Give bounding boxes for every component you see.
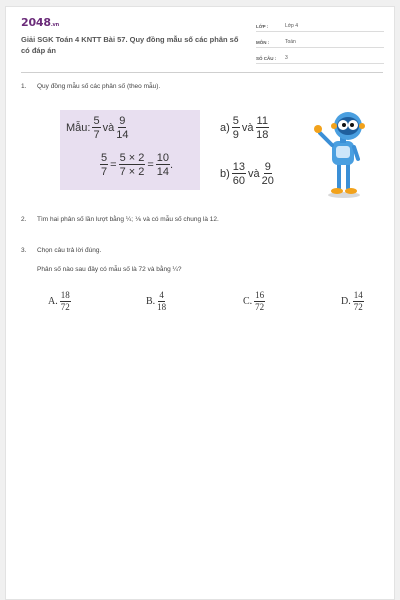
fraction: $\frac{14}{72}$ (353, 290, 363, 312)
meta-subject-row (256, 33, 384, 48)
question-3-subtext: Phân số nào sau đây có mẫu số là 72 và bằng ¼? (37, 266, 182, 273)
meta-label: SỐ CÂU : (256, 56, 277, 61)
choice-b[interactable] (146, 291, 166, 313)
part-a (218, 115, 269, 141)
meta-count-row (256, 49, 384, 64)
part-label: a) (220, 122, 230, 135)
example-line-1 (64, 115, 128, 141)
fraction: $\frac{10}{14}$ (156, 152, 170, 179)
fraction: $\frac{5 \times 2}{7 \times 2}$ (119, 152, 145, 179)
meta-class-row (256, 17, 384, 32)
part-label: b) (220, 168, 230, 181)
meta-panel (256, 17, 384, 65)
equals-sign: = (110, 159, 117, 172)
equals-sign: = (147, 159, 154, 172)
question-text: Chọn câu trả lời đúng. (37, 247, 102, 254)
worksheet-page (5, 6, 395, 600)
fraction: $\frac{16}{72}$ (255, 290, 265, 312)
example-line-2 (100, 152, 173, 178)
and-word: và (102, 122, 115, 135)
example-label: Mẫu: (66, 122, 91, 135)
meta-value: Lớp 4 (285, 23, 299, 29)
choice-letter: D. (341, 296, 351, 308)
site-logo[interactable]: 2048.vn (21, 16, 59, 29)
fraction: $\frac{5}{7}$ (101, 152, 108, 179)
fraction: $\frac{4}{18}$ (157, 290, 167, 312)
header-divider (21, 72, 383, 73)
question-number: 2. (21, 216, 27, 223)
choice-letter: B. (146, 296, 156, 308)
question-text: Quy đồng mẫu số các phân số (theo mẫu). (37, 83, 161, 90)
page-title: Giải SGK Toán 4 KNTT Bài 57. Quy đồng mẫu số các phân số có đáp án (21, 35, 239, 55)
period: . (170, 159, 174, 172)
question-2 (21, 215, 219, 223)
question-text: Tìm hai phân số lần lượt bằng ¼; ⅙ và có mẫu số chung là 12. (37, 216, 219, 223)
question-3 (21, 247, 101, 254)
choice-letter: A. (48, 296, 58, 308)
question-number: 3. (21, 247, 27, 254)
meta-value: 3 (285, 55, 288, 61)
meta-label: MÔN : (256, 40, 270, 45)
meta-value: Toán (285, 39, 296, 45)
and-word: và (241, 122, 254, 135)
meta-label: LỚP : (256, 24, 269, 29)
fraction: $\frac{5}{7}$ (93, 115, 100, 142)
and-word: và (248, 168, 260, 181)
question-1 (21, 83, 160, 90)
choice-c[interactable] (243, 291, 265, 313)
choice-a[interactable] (48, 291, 71, 313)
question-number: 1. (21, 83, 27, 90)
fraction: $\frac{5}{9}$ (232, 115, 239, 142)
fraction: $\frac{13}{60}$ (232, 161, 246, 188)
fraction: $\frac{11}{18}$ (256, 115, 269, 142)
part-b (218, 161, 274, 187)
choice-d[interactable] (341, 291, 364, 313)
choice-letter: C. (243, 296, 253, 308)
fraction: $\frac{9}{20}$ (261, 161, 274, 188)
robot-mascot-icon (306, 107, 376, 199)
fraction: $\frac{9}{14}$ (116, 115, 129, 142)
fraction: $\frac{18}{72}$ (60, 290, 70, 312)
